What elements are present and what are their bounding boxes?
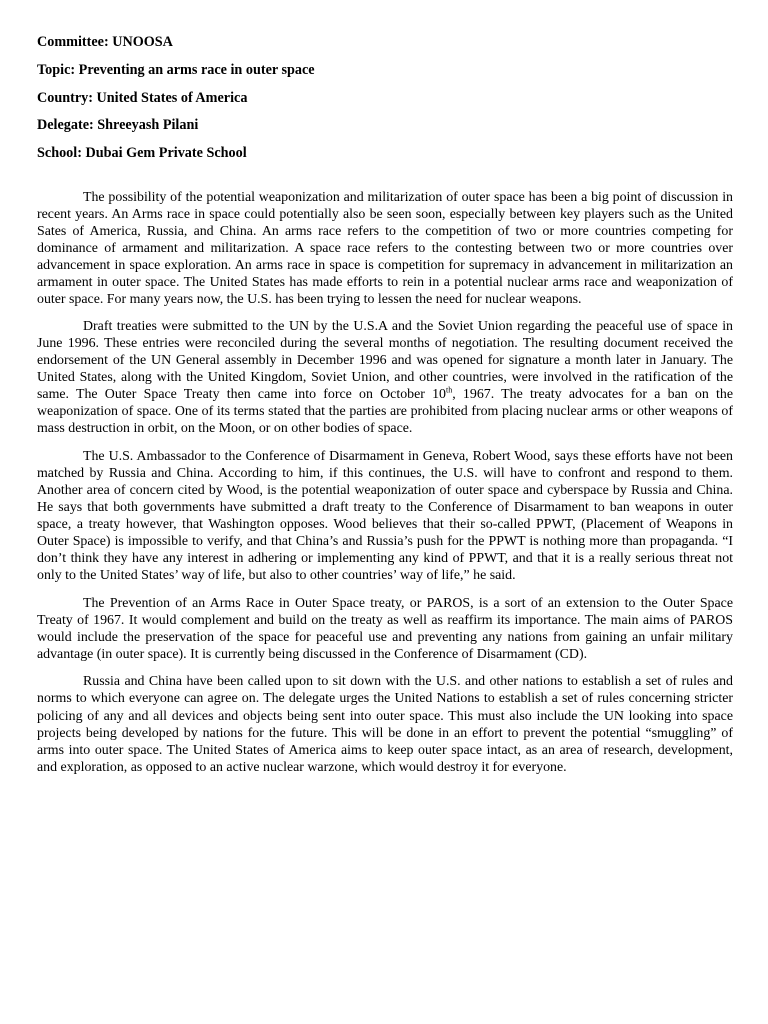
topic-line [37, 61, 733, 79]
delegate-line [37, 116, 733, 134]
topic-label: Topic: [37, 61, 76, 78]
delegate-label: Delegate: [37, 117, 94, 134]
committee-line [37, 33, 733, 51]
document-body [37, 189, 733, 776]
paragraph-conclusion: Russia and China have been called upon to sit down with the U.S. and other nations to establish a set of rules and norms to which everyone can agree on. The delegate urges the United Nations to establish a set of rules concerning stricter policing of any and all devices and objects being sent into outer space. This must also include the UN looking into space projects being developed by nations for the future. This will be done in an effort to prevent the potential “smuggling” of arms into outer space. The United States of America aims to keep outer space intact, as an area of research, development, and exploration, as opposed to an active nuclear warzone, which would destroy it for everyone. [37, 674, 733, 775]
paragraph-treaty-history-part-a: Draft treaties were submitted to the UN by the U.S.A and the Soviet Union regarding the peaceful use of space in June 1996. These entries were reconciled during the several months of negotiation. The resulting document received the endorsement of the UN General assembly in December 1996 and was opened for signature a month later in January. The United States, along with the United Kingdom, Soviet Union, and other countries, were involved in the ratification of the same. The Outer Space Treaty then came into force on October 10 [37, 319, 733, 403]
school-label: School: [37, 145, 82, 162]
delegate-value: Shreeyash Pilani [97, 117, 199, 134]
country-label: Country: [37, 89, 93, 106]
paragraph-treaty-history [37, 318, 733, 437]
ordinal-suffix: th [446, 385, 453, 395]
paragraph-intro: The possibility of the potential weaponization and militarization of outer space has been a big point of discussion in recent years. An Arms race in space could potentially also be seen soon, especially between key players such as the United Sates of America, Russia, and China. An arms race refers to the competition of two or more countries competing for dominance of armament and militarization. A space race refers to the contesting between two or more countries over advancement in space exploration. An arms race in space is competition for supremacy in advancement in militarization an armament in outer space. The United States has made efforts to rein in a potential nuclear arms race and weaponization of outer space. For many years now, the U.S. has been trying to lessen the need for nuclear weapons. [37, 190, 733, 308]
paragraph-paros: The Prevention of an Arms Race in Outer Space treaty, or PAROS, is a sort of an extension to the Outer Space Treaty of 1967. It would complement and build on the treaty as well as reaffirm its importance. The main aims of PAROS would include the preservation of the space for peaceful use and preventing any nations from gaining an unfair military advantage (in outer space). It is currently being discussed in the Conference of Disarmament (CD). [37, 595, 733, 662]
school-line [37, 144, 733, 162]
paragraph-ambassador: The U.S. Ambassador to the Conference of Disarmament in Geneva, Robert Wood, says these efforts have not been matched by Russia and China. According to him, if this continues, the U.S. will have to confront and respond to them. Another area of concern cited by Wood, is the potential weaponization of outer space and cyberspace by Russia and China. He says that both governments have submitted a draft treaty to the Conference of Disarmament to ban weapons in outer space, a treaty however, that Washington opposes. Wood believes that their so-called PPWT, (Placement of Weapons in Outer Space) is impossible to verify, and that China’s and Russia’s push for the PPWT is nothing more than propaganda. “I don’t think they have any interest in adhering or implementing any kind of PPWT, and that it is a really serious threat not only to the United States’ way of life, but also to other countries’ way of life,” he said. [37, 448, 733, 584]
document-page [37, 33, 733, 786]
committee-value: UNOOSA [112, 34, 173, 50]
topic-value: Preventing an arms race in outer space [78, 61, 315, 78]
country-value: United States of America [96, 89, 248, 106]
paragraph-treaty-history-part-b: , 1967. The treaty advocates for a ban on the weaponization of space. One of its terms stated that the parties are prohibited from placing nuclear arms or other weapons of mass destruction in orbit, on the Moon, or on other bodies of space. [37, 387, 733, 437]
committee-label: Committee: [37, 34, 109, 50]
country-line [37, 89, 733, 107]
school-value: Dubai Gem Private School [85, 145, 247, 162]
document-header [37, 33, 733, 162]
